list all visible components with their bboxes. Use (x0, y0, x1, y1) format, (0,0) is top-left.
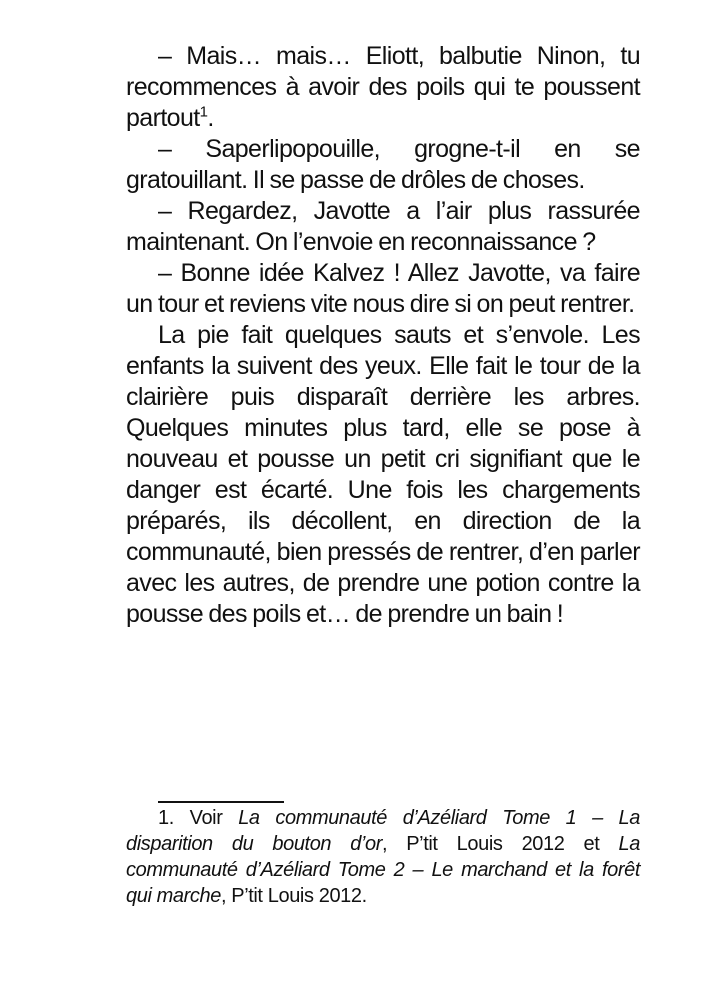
footnote-end: , P’tit Louis 2012. (220, 885, 367, 907)
paragraph-1 (126, 41, 640, 134)
footnote-mid: , P’tit Louis 2012 et (382, 833, 600, 855)
footnote-separator (158, 801, 284, 803)
footnote-reference: 1 (199, 103, 208, 121)
paragraph-3: – Regardez, Javotte a l’air plus rassurée maintenant. On l’envoie en reconnaissance ? (126, 197, 640, 256)
body-text (126, 41, 640, 630)
footnote-title-2: La communauté d’Azéliard Tome 2 – Le marchand et la forêt qui marche (126, 833, 640, 907)
paragraph-1-text: – Mais… mais… Eliott, balbutie Ninon, tu recommences à avoir des poils qui te poussent partout (126, 42, 640, 132)
paragraph-2: – Saperlipopouille, grogne-t-il en se gratouillant. Il se passe de drôles de choses. (126, 135, 640, 194)
footnote (126, 805, 640, 909)
paragraph-5: La pie fait quelques sauts et s’envole. Les enfants la suivent des yeux. Elle fait le tour de la clairière puis disparaît derrière les arbres. Quelques minutes plus tard, elle se pose à nouveau et pousse un petit cri signifiant que le danger est écarté. Une fois les chargements préparés, ils décollent, en direction de la communauté, bien pressés de rentrer, d’en parler avec les autres, de prendre une potion contre la pousse des poils et… de prendre un bain ! (126, 321, 640, 628)
paragraph-4: – Bonne idée Kalvez ! Allez Javotte, va faire un tour et reviens vite nous dire si on peut rentrer. (126, 259, 640, 318)
footnote-title-1: La communauté d’Azéliard Tome 1 – La disparition du bouton d’or (126, 807, 640, 855)
footnote-lead: Voir (189, 807, 223, 829)
footnote-number: 1. (158, 807, 174, 829)
paragraph-1-tail: . (207, 104, 214, 132)
